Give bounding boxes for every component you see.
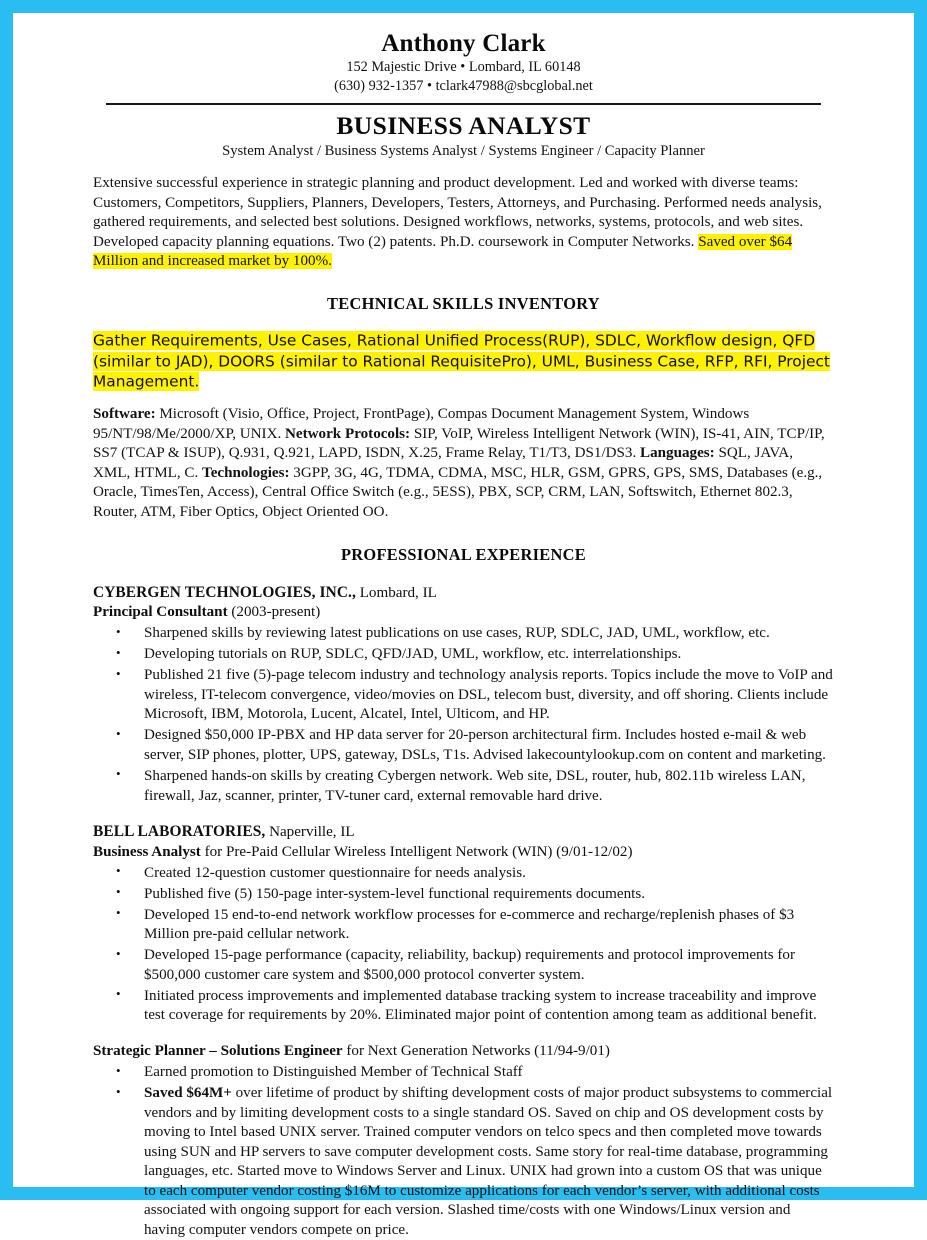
- list-item: • Sharpened hands-on skills by creating Cybergen network. Web site, DSL, router, hub, 802.11b wireless LAN, firewall, Jaz, scanner, printer, TV-tuner card, external removable hard drive.: [93, 767, 834, 806]
- company-line: [93, 583, 834, 604]
- experience-entry: [93, 583, 834, 807]
- list-item: • Developed 15-page performance (capacity, reliability, backup) requirements and protocol improvements for $500,000 customer care system and $500,000 protocol converter system.: [93, 946, 834, 985]
- languages-value: SQL, JAVA, XML, HTML, C.: [93, 445, 793, 481]
- technologies-value: 3GPP, 3G, 4G, TDMA, CDMA, MSC, HLR, GSM, GPRS, GPS, SMS, Databases (e.g., Oracle, TimesTen, Access), Central Office Switch (e.g., 5ESS), PBX, SCP, CRM, LAN, Softswitch, Ethernet 802.3, Router, ATM, Fiber Optics, Object Oriented OO.: [93, 464, 823, 520]
- candidate-address: 152 Majestic Drive • Lombard, IL 60148: [346, 59, 581, 75]
- experience-subentry: [93, 1042, 834, 1240]
- protocols-label: Network Protocols:: [285, 425, 411, 442]
- role-detail: for Pre-Paid Cellular Wireless Intelligent Network (WIN) (9/01-12/02): [200, 843, 633, 860]
- list-item: • Published five (5) 150-page inter-system-level functional requirements documents.: [93, 885, 834, 905]
- list-item: • Sharpened skills by reviewing latest publications on use cases, RUP, SDLC, JAD, UML, workflow, etc.: [93, 624, 834, 644]
- page-title: BUSINESS ANALYST: [336, 110, 591, 140]
- technical-skills-highlight-block: [93, 331, 834, 393]
- list-item: • Earned promotion to Distinguished Member of Technical Staff: [93, 1063, 834, 1083]
- technical-skills-highlight-text: Gather Requirements, Use Cases, Rational Unified Process(RUP), SDLC, Workflow design, QFD (similar to JAD), DOORS (similar to Rational RequisitePro), UML, Business Case, RFP, RFI, Project Management.: [93, 331, 830, 391]
- company-name: CYBERGEN TECHNOLOGIES, INC.,: [93, 583, 356, 601]
- responsibility-list: [93, 624, 834, 806]
- candidate-contact: (630) 932-1357 • tclark47988@sbcglobal.net: [334, 77, 593, 94]
- responsibility-list: [93, 1063, 834, 1240]
- company-location: Naperville, IL: [265, 824, 355, 841]
- role-title: Principal Consultant: [93, 604, 228, 621]
- resume-header: [93, 30, 834, 96]
- section-heading-professional-experience: PROFESSIONAL EXPERIENCE: [340, 544, 587, 564]
- company-name: BELL LABORATORIES,: [93, 823, 266, 841]
- role-title: Business Analyst: [93, 843, 201, 860]
- list-item: • Created 12-question customer questionnaire for needs analysis.: [93, 864, 834, 884]
- saved-amount: Saved $64M+: [144, 1085, 232, 1102]
- company-location: Lombard, IL: [355, 584, 437, 601]
- page-subtitle: System Analyst / Business Systems Analyst / Systems Engineer / Capacity Planner: [222, 142, 705, 159]
- responsibility-list: [93, 864, 834, 1026]
- list-item: • Developing tutorials on RUP, SDLC, QFD/JAD, UML, workflow, etc. interrelationships.: [93, 645, 834, 665]
- summary-paragraph: [93, 174, 834, 272]
- summary-text: Extensive successful experience in strategic planning and product development. Led and worked with diverse teams: Customers, Competitors, Suppliers, Planners, Developers, Testers, Attorneys, and Purchasing. Performed needs analysis, gathered requirements, and selected best solutions. Designed workflows, networks, systems, protocols, and web sites. Developed capacity planning equations. Two (2) patents. Ph.D. coursework in Computer Networks.: [93, 175, 822, 250]
- role-title: Strategic Planner – Solutions Engineer: [93, 1043, 343, 1059]
- technologies-label: Technologies:: [202, 464, 290, 481]
- header-divider: [106, 103, 821, 105]
- languages-label: Languages:: [640, 445, 715, 462]
- saved-bullet-text: over lifetime of product by shifting development costs of major product subsystems to commercial vendors and by limiting development costs to a single standard OS. Saved on chip and OS development costs by moving to Intel based UNIX server. Trained computer vendors on telco specs and then completed move towards using SUN and HP servers to save computer development costs. Same story for real-time database, programming languages, etc. Started move to Windows Server and Linux. UNIX had grown into a custom OS that was unique to each computer vendor costing $16M to customize applications for each vendor’s server, with additional costs associated with ongoing support for each version. Slashed time/costs with one Windows/Linux version and having computer vendors compete on price.: [144, 1085, 833, 1238]
- role-line: [93, 1042, 834, 1062]
- list-item: • Published 21 five (5)-page telecom industry and technology analysis reports. Topics include the move to VoIP and wireless, IT-telecom convergence, video/movies on DSL, telecom bust, diversity, and off shoring. Clients include Microsoft, IBM, Motorola, Lucent, Alcatel, Intel, Ulticom, and HP.: [93, 666, 834, 725]
- summary-highlight: Saved over $64 Million and increased market by 100%.: [93, 233, 793, 270]
- list-item: • Developed 15 end-to-end network workflow processes for e-commerce and recharge/replenish phases of $3 Million pre-paid cellular network.: [93, 906, 834, 945]
- company-line: [93, 822, 834, 843]
- experience-entry: [93, 822, 834, 1026]
- section-heading-technical-skills: TECHNICAL SKILLS INVENTORY: [327, 293, 600, 313]
- list-item: [93, 1084, 834, 1240]
- role-line: [93, 603, 834, 623]
- protocols-value: SIP, VoIP, Wireless Intelligent Network (WIN), IS-41, AIN, TCP/IP, SS7 (TCAP & ISUP), Q.931, Q.921, LAPD, ISDN, X.25, Frame Relay, T1/T3, DS1/DS3.: [93, 425, 825, 462]
- technical-skills-details: [93, 405, 834, 522]
- role-detail: (2003-present): [227, 604, 321, 621]
- software-value: Microsoft (Visio, Office, Project, FrontPage), Compas Document Management System, Windows 95/NT/98/Me/2000/XP, UNIX.: [93, 406, 750, 442]
- candidate-name: Anthony Clark: [381, 30, 546, 57]
- role-line: [93, 843, 834, 863]
- list-item: • Initiated process improvements and implemented database tracking system to increase traceability and improve test coverage for requirements by 20%. Eliminated major point of contention among team as additional benefit.: [93, 987, 834, 1026]
- list-item: • Designed $50,000 IP-PBX and HP data server for 20-person architectural firm. Includes hosted e-mail & web server, SIP phones, plotter, UPS, gateway, DSLs, T1s. Advised lakecountylookup.com on content and marketing.: [93, 726, 834, 765]
- role-detail: for Next Generation Networks (11/94-9/01): [342, 1043, 610, 1059]
- resume-sheet: [13, 13, 914, 1238]
- software-label: Software:: [93, 406, 156, 423]
